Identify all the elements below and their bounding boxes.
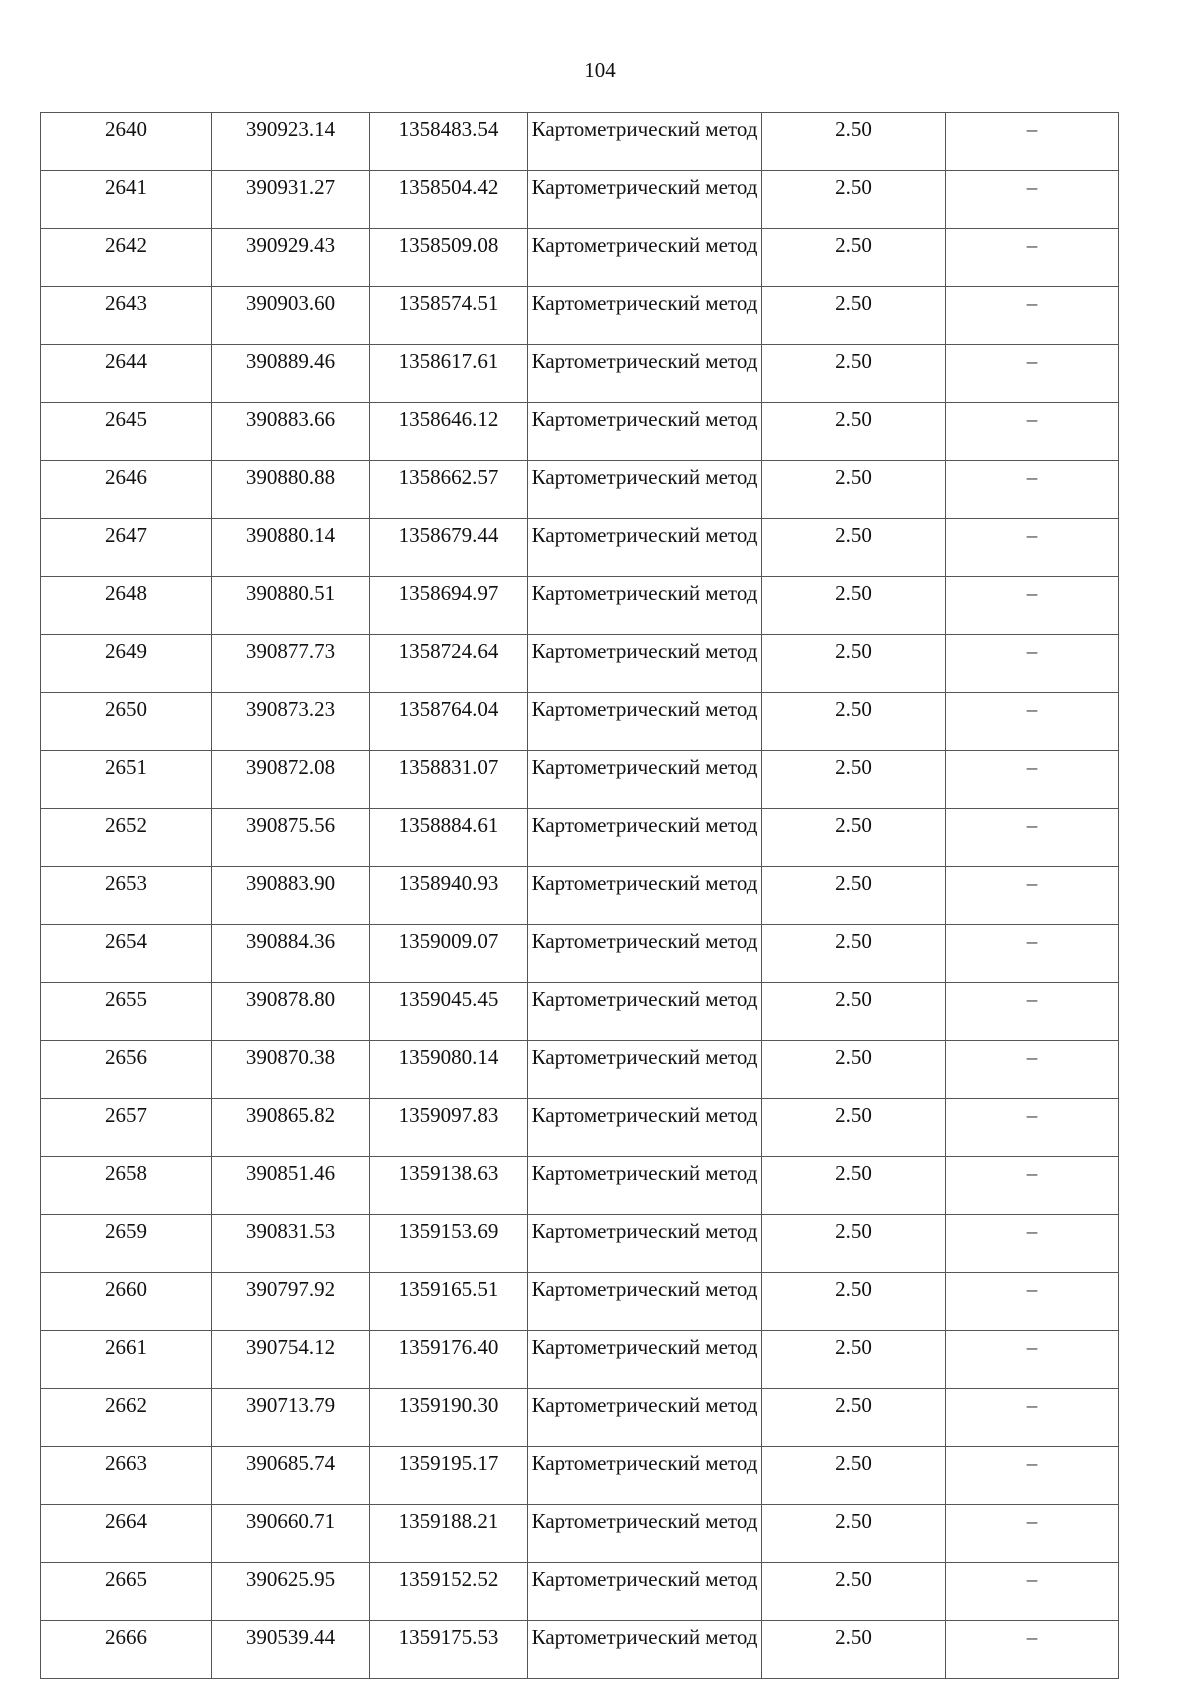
- accuracy-cell: 2.50: [762, 635, 946, 693]
- y-coordinate-cell: 1358940.93: [370, 867, 528, 925]
- note-cell: –: [946, 345, 1119, 403]
- method-cell: Картометрический метод: [528, 519, 762, 577]
- x-coordinate-cell: 390865.82: [212, 1099, 370, 1157]
- accuracy-cell: 2.50: [762, 1563, 946, 1621]
- method-cell: Картометрический метод: [528, 1099, 762, 1157]
- method-cell: Картометрический метод: [528, 809, 762, 867]
- method-cell: Картометрический метод: [528, 693, 762, 751]
- point-number-cell: 2642: [41, 229, 212, 287]
- note-cell: –: [946, 229, 1119, 287]
- x-coordinate-cell: 390713.79: [212, 1389, 370, 1447]
- accuracy-cell: 2.50: [762, 577, 946, 635]
- note-cell: –: [946, 1389, 1119, 1447]
- page-number: 104: [584, 58, 616, 82]
- table-row: [41, 867, 1119, 925]
- table-row: [41, 1621, 1119, 1679]
- table-row: [41, 345, 1119, 403]
- y-coordinate-cell: 1359097.83: [370, 1099, 528, 1157]
- accuracy-cell: 2.50: [762, 345, 946, 403]
- x-coordinate-cell: 390883.90: [212, 867, 370, 925]
- x-coordinate-cell: 390923.14: [212, 113, 370, 171]
- y-coordinate-cell: 1358831.07: [370, 751, 528, 809]
- note-cell: –: [946, 693, 1119, 751]
- x-coordinate-cell: 390660.71: [212, 1505, 370, 1563]
- accuracy-cell: 2.50: [762, 519, 946, 577]
- note-cell: –: [946, 867, 1119, 925]
- y-coordinate-cell: 1358694.97: [370, 577, 528, 635]
- x-coordinate-cell: 390831.53: [212, 1215, 370, 1273]
- method-cell: Картометрический метод: [528, 1447, 762, 1505]
- table-row: [41, 1331, 1119, 1389]
- y-coordinate-cell: 1358764.04: [370, 693, 528, 751]
- x-coordinate-cell: 390754.12: [212, 1331, 370, 1389]
- method-cell: Картометрический метод: [528, 635, 762, 693]
- table-row: [41, 925, 1119, 983]
- y-coordinate-cell: 1358574.51: [370, 287, 528, 345]
- method-cell: Картометрический метод: [528, 461, 762, 519]
- note-cell: –: [946, 461, 1119, 519]
- x-coordinate-cell: 390880.14: [212, 519, 370, 577]
- y-coordinate-cell: 1359176.40: [370, 1331, 528, 1389]
- table-row: [41, 983, 1119, 1041]
- method-cell: Картометрический метод: [528, 403, 762, 461]
- table-row: [41, 113, 1119, 171]
- x-coordinate-cell: 390870.38: [212, 1041, 370, 1099]
- accuracy-cell: 2.50: [762, 983, 946, 1041]
- accuracy-cell: 2.50: [762, 1099, 946, 1157]
- coordinates-table-container: [40, 112, 1118, 1679]
- method-cell: Картометрический метод: [528, 345, 762, 403]
- note-cell: –: [946, 287, 1119, 345]
- y-coordinate-cell: 1359153.69: [370, 1215, 528, 1273]
- method-cell: Картометрический метод: [528, 171, 762, 229]
- x-coordinate-cell: 390880.88: [212, 461, 370, 519]
- table-row: [41, 229, 1119, 287]
- method-cell: Картометрический метод: [528, 113, 762, 171]
- point-number-cell: 2665: [41, 1563, 212, 1621]
- note-cell: –: [946, 1505, 1119, 1563]
- accuracy-cell: 2.50: [762, 1389, 946, 1447]
- method-cell: Картометрический метод: [528, 287, 762, 345]
- point-number-cell: 2657: [41, 1099, 212, 1157]
- point-number-cell: 2664: [41, 1505, 212, 1563]
- note-cell: –: [946, 1563, 1119, 1621]
- point-number-cell: 2649: [41, 635, 212, 693]
- accuracy-cell: 2.50: [762, 867, 946, 925]
- x-coordinate-cell: 390797.92: [212, 1273, 370, 1331]
- y-coordinate-cell: 1359009.07: [370, 925, 528, 983]
- x-coordinate-cell: 390872.08: [212, 751, 370, 809]
- x-coordinate-cell: 390873.23: [212, 693, 370, 751]
- note-cell: –: [946, 577, 1119, 635]
- table-row: [41, 519, 1119, 577]
- coordinates-table: [40, 112, 1119, 1679]
- method-cell: Картометрический метод: [528, 577, 762, 635]
- table-row: [41, 461, 1119, 519]
- note-cell: –: [946, 1273, 1119, 1331]
- point-number-cell: 2650: [41, 693, 212, 751]
- point-number-cell: 2643: [41, 287, 212, 345]
- y-coordinate-cell: 1358509.08: [370, 229, 528, 287]
- note-cell: –: [946, 1447, 1119, 1505]
- method-cell: Картометрический метод: [528, 1157, 762, 1215]
- point-number-cell: 2653: [41, 867, 212, 925]
- point-number-cell: 2661: [41, 1331, 212, 1389]
- y-coordinate-cell: 1359080.14: [370, 1041, 528, 1099]
- accuracy-cell: 2.50: [762, 403, 946, 461]
- accuracy-cell: 2.50: [762, 461, 946, 519]
- method-cell: Картометрический метод: [528, 1563, 762, 1621]
- point-number-cell: 2666: [41, 1621, 212, 1679]
- table-row: [41, 577, 1119, 635]
- point-number-cell: 2645: [41, 403, 212, 461]
- method-cell: Картометрический метод: [528, 229, 762, 287]
- method-cell: Картометрический метод: [528, 925, 762, 983]
- accuracy-cell: 2.50: [762, 1621, 946, 1679]
- point-number-cell: 2655: [41, 983, 212, 1041]
- x-coordinate-cell: 390878.80: [212, 983, 370, 1041]
- table-row: [41, 1389, 1119, 1447]
- accuracy-cell: 2.50: [762, 229, 946, 287]
- y-coordinate-cell: 1358679.44: [370, 519, 528, 577]
- table-row: [41, 403, 1119, 461]
- table-row: [41, 171, 1119, 229]
- accuracy-cell: 2.50: [762, 1157, 946, 1215]
- point-number-cell: 2659: [41, 1215, 212, 1273]
- table-row: [41, 1563, 1119, 1621]
- x-coordinate-cell: 390539.44: [212, 1621, 370, 1679]
- note-cell: –: [946, 519, 1119, 577]
- y-coordinate-cell: 1359138.63: [370, 1157, 528, 1215]
- accuracy-cell: 2.50: [762, 1215, 946, 1273]
- point-number-cell: 2652: [41, 809, 212, 867]
- table-row: [41, 287, 1119, 345]
- x-coordinate-cell: 390884.36: [212, 925, 370, 983]
- note-cell: –: [946, 1157, 1119, 1215]
- accuracy-cell: 2.50: [762, 1331, 946, 1389]
- note-cell: –: [946, 635, 1119, 693]
- note-cell: –: [946, 751, 1119, 809]
- table-row: [41, 1041, 1119, 1099]
- point-number-cell: 2660: [41, 1273, 212, 1331]
- point-number-cell: 2647: [41, 519, 212, 577]
- x-coordinate-cell: 390931.27: [212, 171, 370, 229]
- table-row: [41, 1215, 1119, 1273]
- y-coordinate-cell: 1358646.12: [370, 403, 528, 461]
- method-cell: Картометрический метод: [528, 1621, 762, 1679]
- y-coordinate-cell: 1359175.53: [370, 1621, 528, 1679]
- point-number-cell: 2654: [41, 925, 212, 983]
- x-coordinate-cell: 390851.46: [212, 1157, 370, 1215]
- point-number-cell: 2641: [41, 171, 212, 229]
- accuracy-cell: 2.50: [762, 287, 946, 345]
- note-cell: –: [946, 113, 1119, 171]
- table-row: [41, 1505, 1119, 1563]
- point-number-cell: 2644: [41, 345, 212, 403]
- y-coordinate-cell: 1358483.54: [370, 113, 528, 171]
- accuracy-cell: 2.50: [762, 809, 946, 867]
- y-coordinate-cell: 1358724.64: [370, 635, 528, 693]
- note-cell: –: [946, 983, 1119, 1041]
- x-coordinate-cell: 390883.66: [212, 403, 370, 461]
- x-coordinate-cell: 390880.51: [212, 577, 370, 635]
- y-coordinate-cell: 1359152.52: [370, 1563, 528, 1621]
- x-coordinate-cell: 390929.43: [212, 229, 370, 287]
- y-coordinate-cell: 1358884.61: [370, 809, 528, 867]
- method-cell: Картометрический метод: [528, 1273, 762, 1331]
- note-cell: –: [946, 1331, 1119, 1389]
- y-coordinate-cell: 1359188.21: [370, 1505, 528, 1563]
- y-coordinate-cell: 1358617.61: [370, 345, 528, 403]
- table-body: [41, 113, 1119, 1679]
- y-coordinate-cell: 1359195.17: [370, 1447, 528, 1505]
- accuracy-cell: 2.50: [762, 751, 946, 809]
- table-row: [41, 635, 1119, 693]
- method-cell: Картометрический метод: [528, 1505, 762, 1563]
- accuracy-cell: 2.50: [762, 171, 946, 229]
- method-cell: Картометрический метод: [528, 983, 762, 1041]
- y-coordinate-cell: 1358504.42: [370, 171, 528, 229]
- accuracy-cell: 2.50: [762, 113, 946, 171]
- accuracy-cell: 2.50: [762, 1041, 946, 1099]
- table-row: [41, 1273, 1119, 1331]
- accuracy-cell: 2.50: [762, 925, 946, 983]
- table-row: [41, 809, 1119, 867]
- note-cell: –: [946, 1099, 1119, 1157]
- point-number-cell: 2658: [41, 1157, 212, 1215]
- table-row: [41, 1447, 1119, 1505]
- method-cell: Картометрический метод: [528, 1389, 762, 1447]
- accuracy-cell: 2.50: [762, 1505, 946, 1563]
- accuracy-cell: 2.50: [762, 1273, 946, 1331]
- point-number-cell: 2656: [41, 1041, 212, 1099]
- note-cell: –: [946, 1215, 1119, 1273]
- note-cell: –: [946, 403, 1119, 461]
- table-row: [41, 751, 1119, 809]
- x-coordinate-cell: 390685.74: [212, 1447, 370, 1505]
- method-cell: Картометрический метод: [528, 867, 762, 925]
- x-coordinate-cell: 390877.73: [212, 635, 370, 693]
- point-number-cell: 2640: [41, 113, 212, 171]
- table-row: [41, 693, 1119, 751]
- y-coordinate-cell: 1359045.45: [370, 983, 528, 1041]
- x-coordinate-cell: 390903.60: [212, 287, 370, 345]
- y-coordinate-cell: 1358662.57: [370, 461, 528, 519]
- x-coordinate-cell: 390875.56: [212, 809, 370, 867]
- x-coordinate-cell: 390889.46: [212, 345, 370, 403]
- table-row: [41, 1157, 1119, 1215]
- point-number-cell: 2662: [41, 1389, 212, 1447]
- note-cell: –: [946, 1041, 1119, 1099]
- method-cell: Картометрический метод: [528, 1041, 762, 1099]
- accuracy-cell: 2.50: [762, 1447, 946, 1505]
- note-cell: –: [946, 925, 1119, 983]
- method-cell: Картометрический метод: [528, 1331, 762, 1389]
- note-cell: –: [946, 1621, 1119, 1679]
- note-cell: –: [946, 809, 1119, 867]
- point-number-cell: 2646: [41, 461, 212, 519]
- method-cell: Картометрический метод: [528, 1215, 762, 1273]
- point-number-cell: 2663: [41, 1447, 212, 1505]
- point-number-cell: 2651: [41, 751, 212, 809]
- note-cell: –: [946, 171, 1119, 229]
- table-row: [41, 1099, 1119, 1157]
- accuracy-cell: 2.50: [762, 693, 946, 751]
- y-coordinate-cell: 1359190.30: [370, 1389, 528, 1447]
- y-coordinate-cell: 1359165.51: [370, 1273, 528, 1331]
- x-coordinate-cell: 390625.95: [212, 1563, 370, 1621]
- method-cell: Картометрический метод: [528, 751, 762, 809]
- point-number-cell: 2648: [41, 577, 212, 635]
